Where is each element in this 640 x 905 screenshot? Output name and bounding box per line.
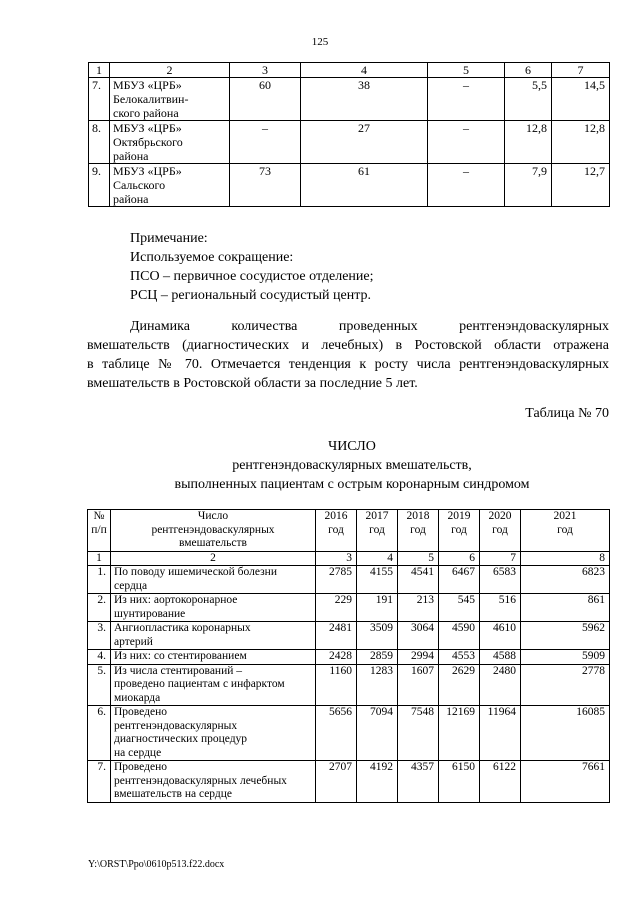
row-number: 7.: [89, 78, 110, 121]
cell: 12,7: [552, 164, 610, 207]
cell: 1160: [316, 664, 357, 706]
cell: 7661: [521, 761, 610, 803]
row-number: 3.: [88, 622, 111, 650]
col-header-year: 2018 год: [398, 510, 439, 552]
cell: 2480: [480, 664, 521, 706]
row-label: Проведено рентгенэндоваскулярных лечебных вмешательств на сердце: [111, 761, 316, 803]
cell: 5962: [521, 622, 610, 650]
col-header-year: 2017 год: [357, 510, 398, 552]
note-title: Примечание:: [130, 231, 208, 246]
cell: 12169: [439, 706, 480, 761]
row-number: 8.: [89, 121, 110, 164]
cell: –: [230, 121, 301, 164]
row-label: Из них: со стентированием: [111, 650, 316, 665]
cell: 5909: [521, 650, 610, 665]
table-header-row: [88, 510, 610, 552]
col-header-year: 2020 год: [480, 510, 521, 552]
cell: 3064: [398, 622, 439, 650]
file-path-footer: Y:\ORST\Ppo\0610p513.f22.docx: [88, 859, 225, 870]
table-row: [88, 650, 610, 665]
row-number: 1.: [88, 566, 111, 594]
table-row: [89, 164, 610, 207]
hospital-table: [88, 62, 610, 207]
cell: 4553: [439, 650, 480, 665]
index-row: [88, 551, 610, 566]
cell: 2994: [398, 650, 439, 665]
col-header: 3: [230, 63, 301, 78]
col-header: 7: [552, 63, 610, 78]
cell: 6150: [439, 761, 480, 803]
paragraph-line: вмешательств (диагностических и лечебных) в Ростовской области отражена: [87, 338, 609, 353]
row-label: Из них: аортокоронарное шунтирование: [111, 594, 316, 622]
cell: 861: [521, 594, 610, 622]
hospital-name: МБУЗ «ЦРБ» Октябрьского района: [110, 121, 230, 164]
col-header-year: 2021 год: [521, 510, 610, 552]
table-row: [88, 706, 610, 761]
table-row: [89, 78, 610, 121]
hospital-name: МБУЗ «ЦРБ» Сальского района: [110, 164, 230, 207]
cell: –: [428, 78, 505, 121]
index-cell: 5: [398, 551, 439, 566]
cell: 73: [230, 164, 301, 207]
cell: 191: [357, 594, 398, 622]
index-cell: 4: [357, 551, 398, 566]
cell: 60: [230, 78, 301, 121]
cell: 2859: [357, 650, 398, 665]
cell: 14,5: [552, 78, 610, 121]
table-row: [88, 566, 610, 594]
row-number: 9.: [89, 164, 110, 207]
cell: 7,9: [505, 164, 552, 207]
cell: 12,8: [505, 121, 552, 164]
cell: 27: [301, 121, 428, 164]
row-number: 2.: [88, 594, 111, 622]
index-cell: 1: [88, 551, 111, 566]
table-row: [88, 664, 610, 706]
table-subtitle: рентгенэндоваскулярных вмешательств,: [232, 458, 472, 473]
index-cell: 6: [439, 551, 480, 566]
cell: 16085: [521, 706, 610, 761]
cell: 2481: [316, 622, 357, 650]
table-row: [88, 761, 610, 803]
cell: 7094: [357, 706, 398, 761]
cell: 213: [398, 594, 439, 622]
cell: 61: [301, 164, 428, 207]
cell: 4590: [439, 622, 480, 650]
cell: 545: [439, 594, 480, 622]
col-header: 6: [505, 63, 552, 78]
table-title: ЧИСЛО: [328, 439, 376, 454]
cell: 6583: [480, 566, 521, 594]
cell: 1283: [357, 664, 398, 706]
cell: –: [428, 164, 505, 207]
col-header-name: Число рентгенэндоваскулярных вмешательств: [111, 510, 316, 552]
index-cell: 2: [111, 551, 316, 566]
cell: 3509: [357, 622, 398, 650]
index-cell: 3: [316, 551, 357, 566]
index-cell: 7: [480, 551, 521, 566]
col-header: 2: [110, 63, 230, 78]
row-label: Проведено рентгенэндоваскулярных диагностических процедур на сердце: [111, 706, 316, 761]
cell: 4588: [480, 650, 521, 665]
col-header: 4: [301, 63, 428, 78]
col-header-num: № п/п: [88, 510, 111, 552]
row-number: 7.: [88, 761, 111, 803]
note-line: Используемое сокращение:: [130, 250, 294, 265]
cell: 2629: [439, 664, 480, 706]
col-header: 5: [428, 63, 505, 78]
interventions-table: [87, 509, 610, 803]
paragraph-line: Динамика количества проведенных рентгенэндоваскулярных: [130, 319, 609, 334]
cell: 229: [316, 594, 357, 622]
cell: 11964: [480, 706, 521, 761]
row-label: Из числа стентирований – проведено пациентам с инфарктом миокарда: [111, 664, 316, 706]
cell: –: [428, 121, 505, 164]
row-number: 4.: [88, 650, 111, 665]
cell: 516: [480, 594, 521, 622]
table-header-row: [89, 63, 610, 78]
table-row: [89, 121, 610, 164]
cell: 2428: [316, 650, 357, 665]
cell: 2778: [521, 664, 610, 706]
row-label: Ангиопластика коронарных артерий: [111, 622, 316, 650]
cell: 4610: [480, 622, 521, 650]
row-label: По поводу ишемической болезни сердца: [111, 566, 316, 594]
cell: 7548: [398, 706, 439, 761]
cell: 6467: [439, 566, 480, 594]
note-line: РСЦ – региональный сосудистый центр.: [130, 288, 371, 303]
paragraph-line: вмешательств в Ростовской области за последние 5 лет.: [87, 376, 418, 391]
table-row: [88, 622, 610, 650]
cell: 4192: [357, 761, 398, 803]
hospital-name: МБУЗ «ЦРБ» Белокалитвин- ского района: [110, 78, 230, 121]
page-number: 125: [311, 36, 329, 48]
cell: 12,8: [552, 121, 610, 164]
cell: 2707: [316, 761, 357, 803]
cell: 6823: [521, 566, 610, 594]
paragraph-line: в таблице № 70. Отмечается тенденция к росту числа рентгенэндоваскулярных: [87, 357, 609, 372]
row-number: 5.: [88, 664, 111, 706]
paragraph: [87, 317, 609, 393]
cell: 6122: [480, 761, 521, 803]
col-header-year: 2016 год: [316, 510, 357, 552]
cell: 1607: [398, 664, 439, 706]
row-number: 6.: [88, 706, 111, 761]
cell: 38: [301, 78, 428, 121]
cell: 4357: [398, 761, 439, 803]
cell: 5656: [316, 706, 357, 761]
cell: 5,5: [505, 78, 552, 121]
table-subtitle: выполненных пациентам с острым коронарным синдромом: [174, 477, 530, 492]
note-line: ПСО – первичное сосудистое отделение;: [130, 269, 374, 284]
col-header-year: 2019 год: [439, 510, 480, 552]
cell: 2785: [316, 566, 357, 594]
index-cell: 8: [521, 551, 610, 566]
col-header: 1: [89, 63, 110, 78]
cell: 4541: [398, 566, 439, 594]
cell: 4155: [357, 566, 398, 594]
table-label: Таблица № 70: [525, 406, 609, 421]
table-row: [88, 594, 610, 622]
